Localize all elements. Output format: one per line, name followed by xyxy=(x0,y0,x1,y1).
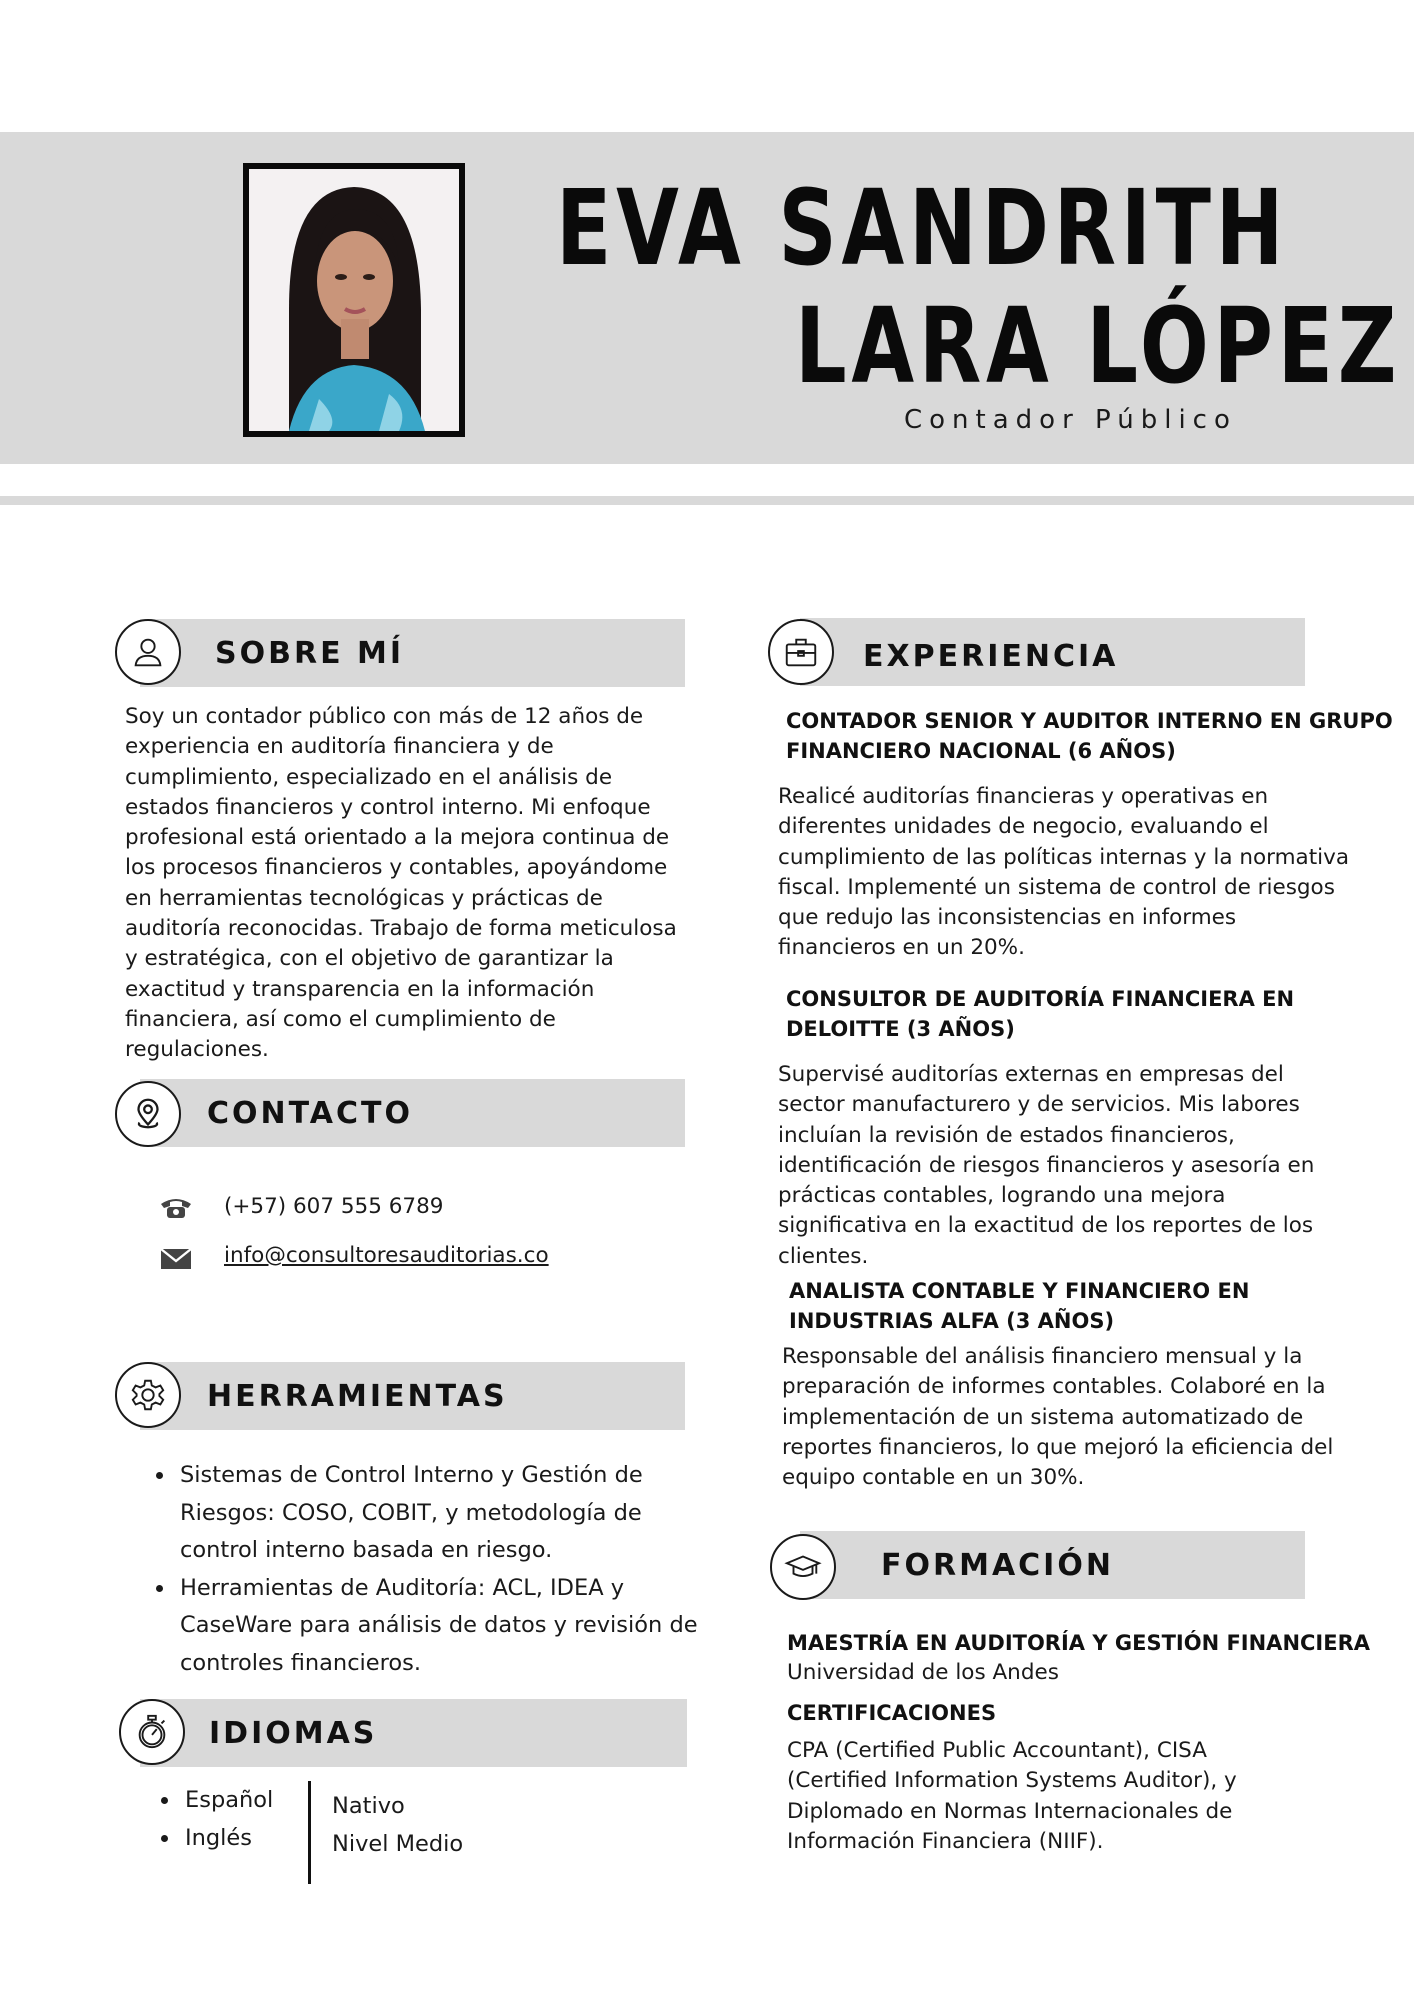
job-description: Responsable del análisis financiero mensual y la preparación de informes contables. Colaboré en la implementación de un sistema automatizado de reportes financieros, lo que mejoró la eficiencia del equipo contable en un 30%. xyxy=(782,1344,1334,1491)
language-level: Nativo xyxy=(332,1793,405,1819)
certifications-text: CPA (Certified Public Accountant), CISA (Certified Information Systems Auditor), y Diplomado en Normas Internacionales de Información Financiera (NIIF). xyxy=(787,1738,1237,1854)
job-heading-line: ANALISTA CONTABLE Y FINANCIERO EN xyxy=(789,1279,1250,1303)
languages-list xyxy=(155,1782,321,1857)
herramientas-list xyxy=(150,1457,706,1682)
mail-icon xyxy=(160,1247,192,1271)
job-description: Supervisé auditorías externas en empresas del sector manufacturero y de servicios. Mis labores incluían la revisión de estados financieros, identificación de riesgos financieros y asesoría en prácticas contables, logrando una mejora significativa en la exactitud de los reportes de los clientes. xyxy=(778,1062,1315,1269)
location-pin-icon xyxy=(115,1081,181,1147)
school-name: Universidad de los Andes xyxy=(787,1660,1059,1685)
name-second-line: LARA LÓPEZ xyxy=(795,285,1402,407)
sobre-mi-text: Soy un contador público con más de 12 años de experiencia en auditoría financiera y de cumplimiento, especializado en el análisis de estados financieros y control interno. Mi enfoque profesional está orientado a la mejora continua de los procesos financieros y contables, apoyándome en herramientas tecnológicas y prácticas de auditoría reconocidas. Trabajo de forma meticulosa y estratégica, con el objetivo de garantizar la exactitud y transparencia en la información financiera, así como el cumplimiento de regulaciones. xyxy=(125,704,677,1063)
job-heading-line: CONTADOR SENIOR Y AUDITOR INTERNO EN GRUPO xyxy=(786,709,1393,733)
language-name: • Español xyxy=(181,1782,321,1820)
language-levels xyxy=(332,1788,463,1863)
certifications-title: CERTIFICACIONES xyxy=(787,1701,997,1725)
header-divider xyxy=(0,496,1414,505)
job-heading xyxy=(786,706,1406,766)
section-title-sobre-mi: SOBRE MÍ xyxy=(215,636,405,671)
section-title-experiencia: EXPERIENCIA xyxy=(863,639,1119,674)
list-item: • Herramientas de Auditoría: ACL, IDEA y CaseWare para análisis de datos y revisión de controles financieros. xyxy=(176,1570,706,1683)
phone-number: (+57) 607 555 6789 xyxy=(224,1194,444,1219)
job-heading-line: FINANCIERO NACIONAL (6 AÑOS) xyxy=(786,739,1176,763)
name-first-line: EVA SANDRITH xyxy=(556,167,1289,289)
job-heading-line: DELOITTE (3 AÑOS) xyxy=(786,1017,1015,1041)
job-description: Realicé auditorías financieras y operativas en diferentes unidades de negocio, evaluando el cumplimiento de las políticas internas y la normativa fiscal. Implementé un sistema de control de riesgos que redujo las inconsistencias en informes financieros en un 20%. xyxy=(778,784,1350,961)
gear-icon xyxy=(115,1362,181,1428)
language-name: • Inglés xyxy=(181,1820,321,1858)
job-heading-line: INDUSTRIAS ALFA (3 AÑOS) xyxy=(789,1309,1115,1333)
section-title-idiomas: IDIOMAS xyxy=(209,1716,378,1751)
degree-title: MAESTRÍA EN AUDITORÍA Y GESTIÓN FINANCIERA xyxy=(787,1631,1371,1655)
profile-photo xyxy=(243,163,465,437)
graduation-cap-icon xyxy=(770,1534,836,1600)
language-level: Nivel Medio xyxy=(332,1830,464,1857)
email-link[interactable]: info@consultoresauditorias.co xyxy=(224,1243,549,1268)
stopwatch-icon xyxy=(119,1699,185,1765)
job-title: Contador Público xyxy=(904,405,1237,435)
languages-divider xyxy=(308,1781,311,1884)
phone-icon xyxy=(159,1194,193,1220)
job-heading xyxy=(786,984,1406,1044)
section-title-contacto: CONTACTO xyxy=(207,1096,413,1131)
section-title-herramientas: HERRAMIENTAS xyxy=(207,1379,508,1414)
user-icon xyxy=(115,619,181,685)
list-item: • Sistemas de Control Interno y Gestión de Riesgos: COSO, COBIT, y metodología de control interno basada en riesgo. xyxy=(176,1457,706,1570)
briefcase-icon xyxy=(768,619,834,685)
section-title-formacion: FORMACIÓN xyxy=(881,1548,1114,1583)
job-heading xyxy=(789,1276,1409,1336)
job-heading-line: CONSULTOR DE AUDITORÍA FINANCIERA EN xyxy=(786,987,1295,1011)
